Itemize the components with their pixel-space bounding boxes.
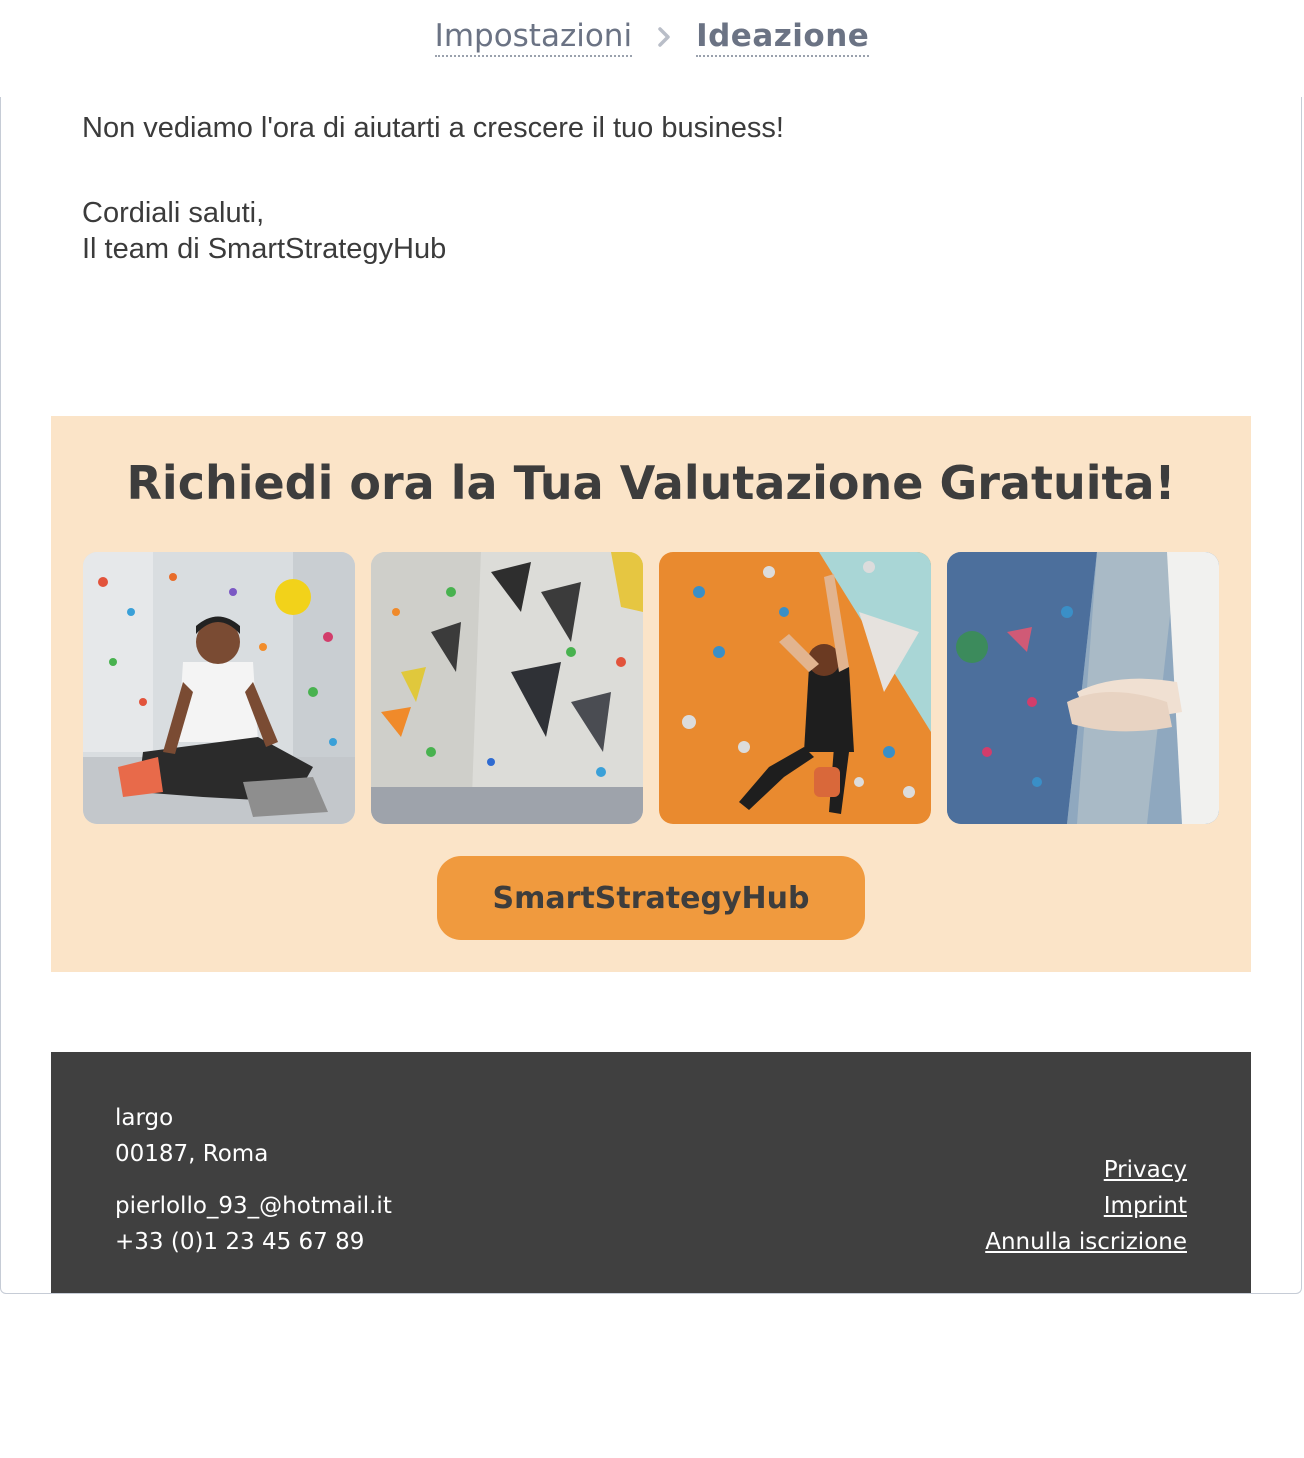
footer-email: pierlollo_93_@hotmail.it: [115, 1193, 392, 1219]
chalk-hands-photo: [947, 552, 1219, 824]
climber-sitting-photo: [83, 552, 355, 824]
climbing-wall-photo: [371, 552, 643, 824]
email-footer: [51, 1052, 1251, 1293]
promo-block: [51, 416, 1251, 972]
footer-address-line1: largo: [115, 1105, 174, 1131]
breadcrumb-item-impostazioni[interactable]: Impostazioni: [435, 18, 632, 57]
footer-privacy-link[interactable]: Privacy: [1103, 1157, 1187, 1183]
email-closing-text: Cordiali saluti,: [82, 197, 265, 229]
email-preview: [0, 97, 1302, 1294]
breadcrumb: [0, 14, 1304, 60]
breadcrumb-item-ideazione[interactable]: Ideazione: [696, 18, 869, 57]
chevron-right-icon: [632, 26, 696, 48]
cta-button[interactable]: SmartStrategyHub: [437, 856, 865, 940]
footer-phone: +33 (0)1 23 45 67 89: [115, 1229, 365, 1255]
footer-address-line2: 00187, Roma: [115, 1141, 269, 1167]
email-intro-text: Non vediamo l'ora di aiutarti a crescere il tuo business!: [82, 112, 784, 144]
climber-on-orange-wall-photo: [659, 552, 931, 824]
email-signature-text: Il team di SmartStrategyHub: [82, 233, 447, 265]
footer-imprint-link[interactable]: Imprint: [1103, 1193, 1187, 1219]
footer-unsubscribe-link[interactable]: Annulla iscrizione: [985, 1229, 1187, 1255]
promo-title: Richiedi ora la Tua Valutazione Gratuita!: [126, 456, 1176, 510]
